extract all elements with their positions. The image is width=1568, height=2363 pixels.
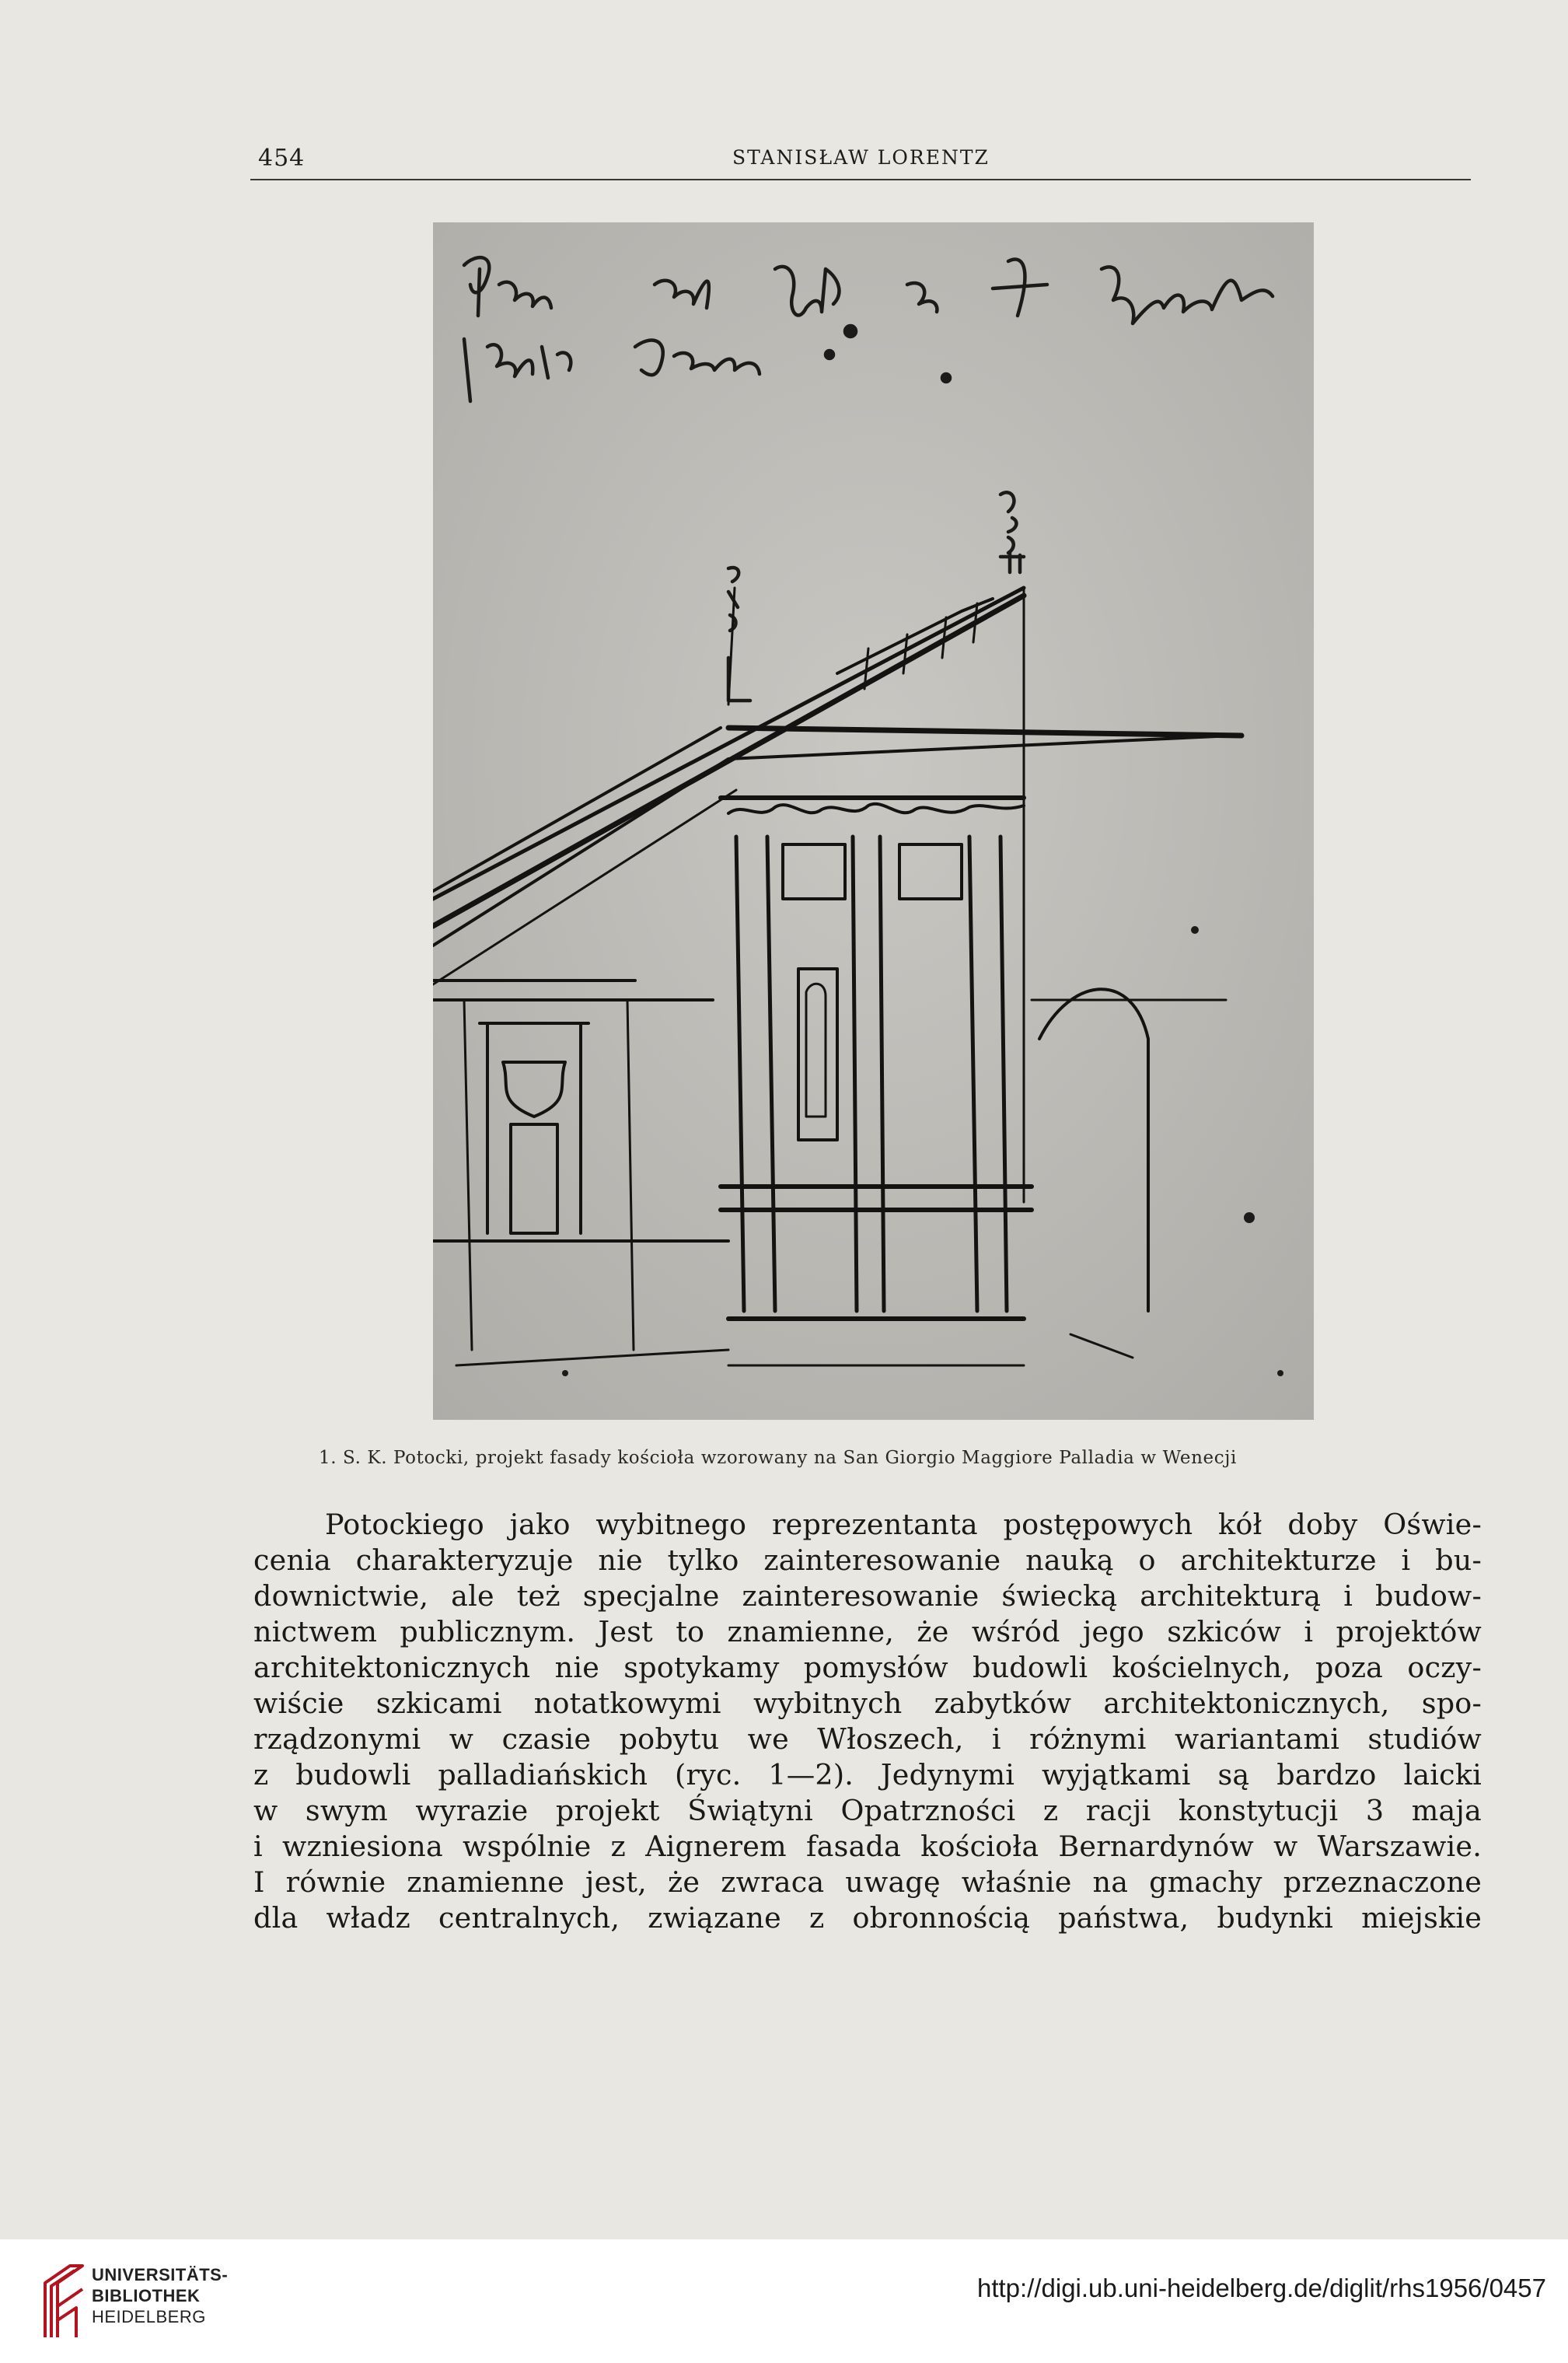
body-paragraph	[253, 1507, 1482, 1936]
text-line: wiście szkicami notatkowymi wybitnych zabytków architektonicznych, spo-	[253, 1687, 1482, 1720]
text-line: rządzonymi w czasie pobytu we Włoszech, i różnymi wariantami studiów	[253, 1722, 1482, 1756]
text-line: nictwem publicznym. Jest to znamienne, że wśród jego szkiców i projektów	[253, 1615, 1482, 1648]
text-line: i wzniesiona wspólnie z Aignerem fasada kościoła Bernardynów w Warszawie.	[253, 1830, 1482, 1863]
text-line: I równie znamienne jest, że zwraca uwagę właśnie na gmachy przeznaczone	[253, 1865, 1482, 1899]
running-head: STANISŁAW LORENTZ	[732, 146, 990, 169]
page-header	[250, 145, 1471, 179]
library-name	[92, 2264, 228, 2327]
text-line: z budowli palladiańskich (ryc. 1—2). Jedynymi wyjątkami są bardzo laicki	[253, 1758, 1482, 1791]
text-line: w swym wyrazie projekt Świątyni Opatrzności z racji konstytucji 3 maja	[253, 1794, 1482, 1827]
library-name-line-1: UNIVERSITÄTS-	[92, 2265, 229, 2284]
library-name-line-3: HEIDELBERG	[92, 2307, 206, 2326]
figure-caption: 1. S. K. Potocki, projekt fasady kościoła wzorowany na San Giorgio Maggiore Palladia w Wenecji	[319, 1448, 1237, 1468]
source-url-link[interactable]: http://digi.ub.uni-heidelberg.de/diglit/rhs1956/0457	[976, 2274, 1546, 2302]
text-line: architektonicznych nie spotykamy pomysłów budowli kościelnych, poza oczy-	[253, 1651, 1482, 1684]
page-number: 454	[258, 145, 306, 172]
text-line: cenia charakteryzuje nie tylko zainteresowanie nauką o architekturze i bu-	[253, 1543, 1482, 1577]
text-line: downictwie, ale też specjalne zainteresowanie świecką architekturą i budow-	[253, 1579, 1482, 1613]
library-name-line-2: BIBLIOTHEK	[92, 2286, 201, 2305]
facade-sketch	[433, 222, 1314, 1420]
text-line: dla władz centralnych, związane z obronnością państwa, budynki miejskie	[253, 1901, 1482, 1935]
library-logo-icon	[39, 2260, 87, 2345]
text-line: Potockiego jako wybitnego reprezentanta postępowych kół doby Oświe-	[325, 1508, 1482, 1541]
digitization-footer	[0, 2239, 1568, 2363]
header-rule	[250, 179, 1471, 180]
sketch-illustration	[433, 222, 1314, 1420]
